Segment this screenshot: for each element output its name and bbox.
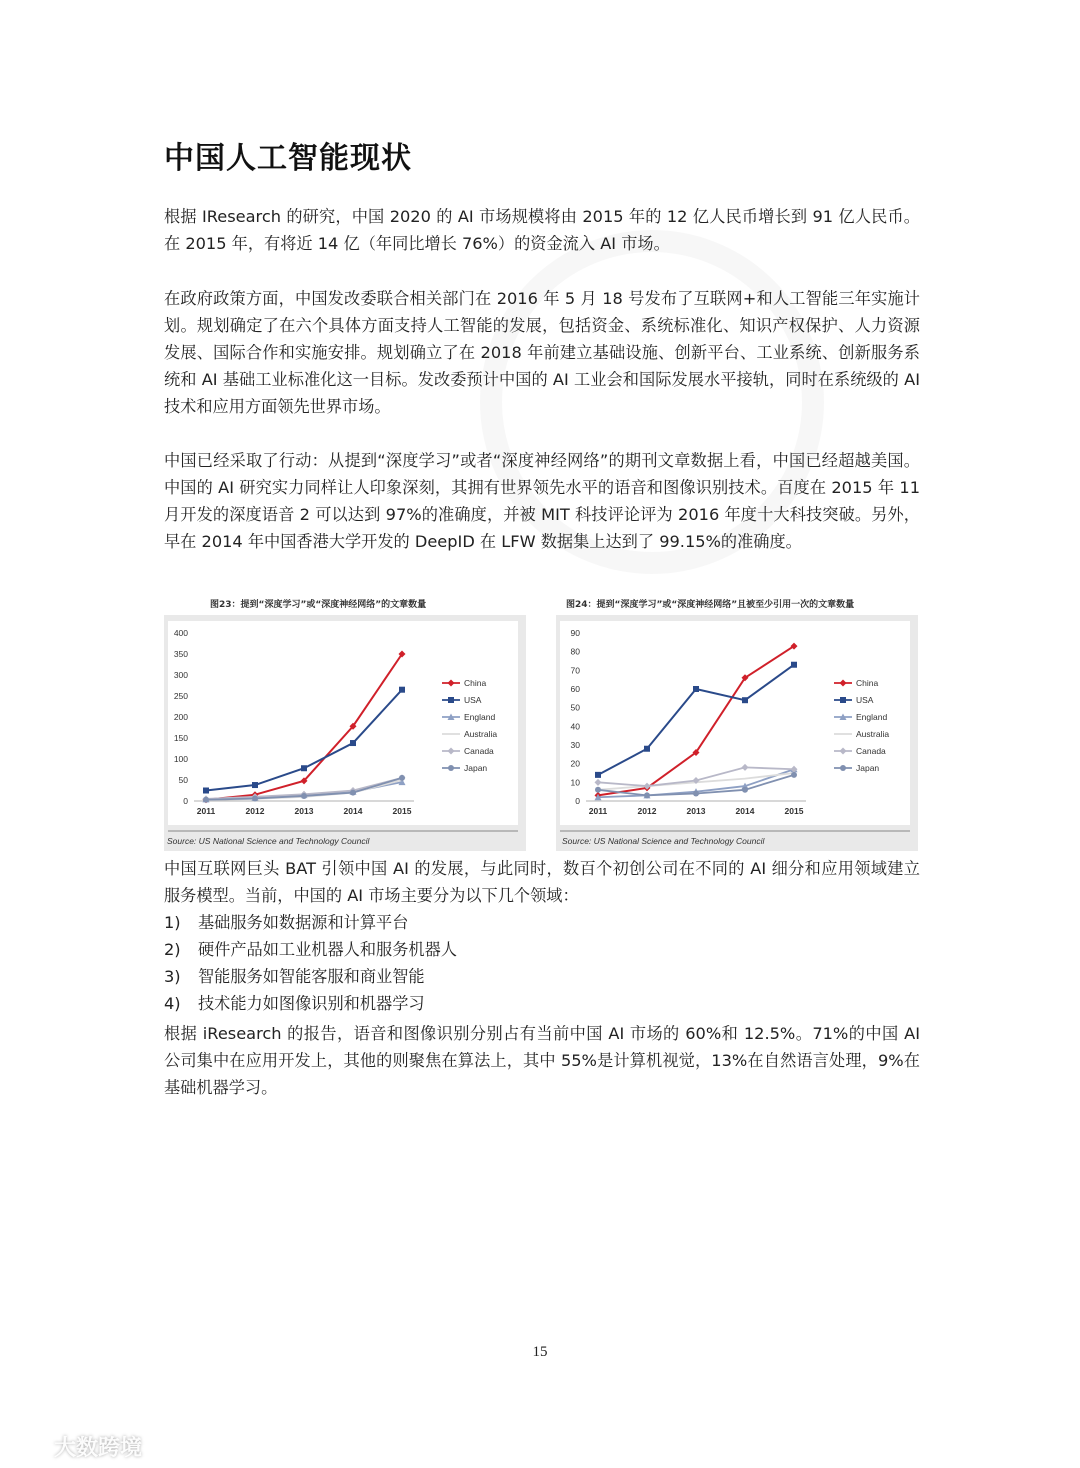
legend-label: Canada [464, 746, 494, 756]
y-tick-label: 30 [570, 740, 580, 750]
x-tick-label: 2011 [196, 806, 216, 816]
y-tick-label: 70 [570, 665, 580, 676]
y-tick-label: 300 [173, 670, 188, 680]
list-item [164, 909, 920, 936]
chart-fig23-svg [164, 615, 526, 851]
data-point [791, 772, 797, 778]
legend-label: USA [464, 695, 482, 705]
page-number: 15 [532, 1344, 548, 1360]
y-tick-label: 0 [575, 796, 580, 806]
domain-list [164, 909, 920, 1017]
x-tick-label: 2015 [392, 806, 412, 816]
list-item [164, 963, 920, 990]
data-point [595, 787, 601, 793]
x-tick-label: 2015 [784, 806, 804, 816]
list-item-text: 智能服务如智能客服和商业智能 [198, 967, 425, 986]
brand-name: 大数跨境 [54, 1436, 143, 1461]
chart-fig23 [164, 615, 526, 851]
legend-label: Japan [464, 763, 488, 773]
data-point [399, 687, 405, 693]
x-tick-label: 2012 [637, 806, 657, 816]
brand-watermark [8, 1431, 142, 1462]
legend-marker [448, 765, 454, 771]
legend-label: USA [856, 695, 874, 705]
legend-label: Japan [856, 763, 880, 773]
legend-marker [448, 697, 454, 703]
list-item-number: 4) [164, 994, 181, 1013]
x-tick-label: 2013 [294, 806, 314, 816]
data-point [693, 686, 699, 692]
data-point [350, 740, 356, 746]
y-tick-label: 50 [178, 775, 188, 785]
chart-title-fig24: 图24：提到“深度学习”或“深度神经网络”且被至少引用一次的文章数量 [566, 600, 855, 610]
x-tick-label: 2012 [245, 806, 265, 816]
legend-label: China [856, 678, 879, 688]
data-point [693, 791, 699, 797]
chart-source-fig23: Source: US National Science and Technology Council [167, 836, 370, 846]
list-item [164, 936, 920, 963]
legend-label: Canada [856, 746, 886, 756]
plot-background [560, 621, 910, 825]
y-tick-label: 0 [183, 796, 188, 806]
y-tick-label: 350 [173, 649, 188, 659]
legend-marker [840, 765, 846, 771]
data-point [350, 790, 356, 796]
legend-label: China [464, 678, 487, 688]
legend-label: England [464, 712, 496, 722]
legend-label: Australia [464, 729, 498, 739]
x-tick-label: 2014 [343, 806, 363, 816]
data-point [203, 788, 209, 794]
y-tick-label: 10 [570, 777, 580, 788]
list-item [164, 990, 920, 1017]
y-tick-label: 100 [173, 754, 188, 764]
list-item-number: 2) [164, 940, 181, 959]
chart-source-fig24: Source: US National Science and Technology Council [562, 836, 765, 846]
paragraph-research: 中国已经采取了行动：从提到“深度学习”或者“深度神经网络”的期刊文章数据上看，中国已经超越美国。中国的 AI 研究实力同样让人印象深刻，其拥有世界领先水平的语音和图像识别技术。百度在 2015 年 11 月开发的深度语音 2 可以达到 97%的准确度，并被 MIT 科技评论评为 2016 年度十大科技突破。另外，早在 2014 年中国香港大学开发的 DeepID 在 LFW 数据集上达到了 99.15%的准确度。 [164, 451, 920, 551]
x-tick-label: 2014 [735, 806, 755, 816]
data-point [644, 792, 650, 798]
y-tick-label: 50 [570, 702, 580, 713]
data-point [644, 746, 650, 752]
y-tick-label: 20 [570, 758, 580, 769]
data-point [595, 772, 601, 778]
data-point [252, 782, 258, 788]
legend-marker [840, 697, 846, 703]
plot-background [168, 621, 518, 825]
data-point [203, 797, 209, 803]
y-tick-label: 250 [173, 691, 188, 701]
data-point [791, 662, 797, 668]
y-tick-label: 60 [570, 684, 580, 694]
data-point [742, 697, 748, 703]
paragraph-iresearch-report: 根据 iResearch 的报告，语音和图像识别分别占有当前中国 AI 市场的 60%和 12.5%。71%的中国 AI 公司集中在应用开发上，其他的则聚焦在算法上，其中 55%是计算机视觉，13%在自然语言处理，9%在基础机器学习。 [164, 1024, 920, 1097]
data-point [301, 765, 307, 771]
legend-label: England [856, 712, 888, 722]
data-point [252, 795, 258, 801]
x-tick-label: 2013 [686, 806, 706, 816]
y-tick-label: 40 [570, 721, 580, 732]
paragraph-policy: 在政府政策方面，中国发改委联合相关部门在 2016 年 5 月 18 号发布了互联网+和人工智能三年实施计划。规划确定了在六个具体方面支持人工智能的发展，包括资金、系统标准化、知识产权保护、人力资源发展、国际合作和实施安排。规划确立了在 2018 年前建立基础设施、创新平台、工业系统、创新服务系统和 AI 基础工业标准化这一目标。发改委预计中国的 AI 工业会和国际发展水平接轨，同时在系统级的 AI 技术和应用方面领先世界市场。 [164, 289, 920, 416]
list-item-number: 1) [164, 913, 181, 932]
y-tick-label: 80 [570, 646, 580, 657]
x-tick-label: 2011 [588, 806, 608, 816]
y-tick-label: 200 [173, 712, 188, 722]
paragraph-bat: 中国互联网巨头 BAT 引领中国 AI 的发展，与此同时，数百个初创公司在不同的 AI 细分和应用领域建立服务模型。当前，中国的 AI 市场主要分为以下几个领域： [164, 859, 920, 905]
list-item-text: 硬件产品如工业机器人和服务机器人 [198, 940, 457, 959]
y-tick-label: 90 [570, 628, 580, 638]
list-item-number: 3) [164, 967, 181, 986]
chart-fig24-svg [556, 615, 918, 851]
data-point [399, 775, 405, 781]
chart-fig24 [556, 615, 918, 851]
list-item-text: 基础服务如数据源和计算平台 [198, 913, 409, 932]
page-title: 中国人工智能现状 [164, 141, 412, 176]
paragraph-market-size: 根据 IResearch 的研究，中国 2020 的 AI 市场规模将由 2015 年的 12 亿人民币增长到 91 亿人民币。在 2015 年，有将近 14 亿（年同比增长 76%）的资金流入 AI 市场。 [164, 207, 920, 253]
y-tick-label: 150 [173, 733, 188, 743]
legend-label: Australia [856, 729, 890, 739]
list-item-text: 技术能力如图像识别和机器学习 [198, 994, 425, 1013]
data-point [742, 787, 748, 793]
chart-title-fig23: 图23：提到“深度学习”或“深度神经网络”的文章数量 [210, 600, 427, 610]
brand-logo-icon [8, 1434, 48, 1460]
y-tick-label: 400 [173, 628, 188, 638]
data-point [301, 793, 307, 799]
